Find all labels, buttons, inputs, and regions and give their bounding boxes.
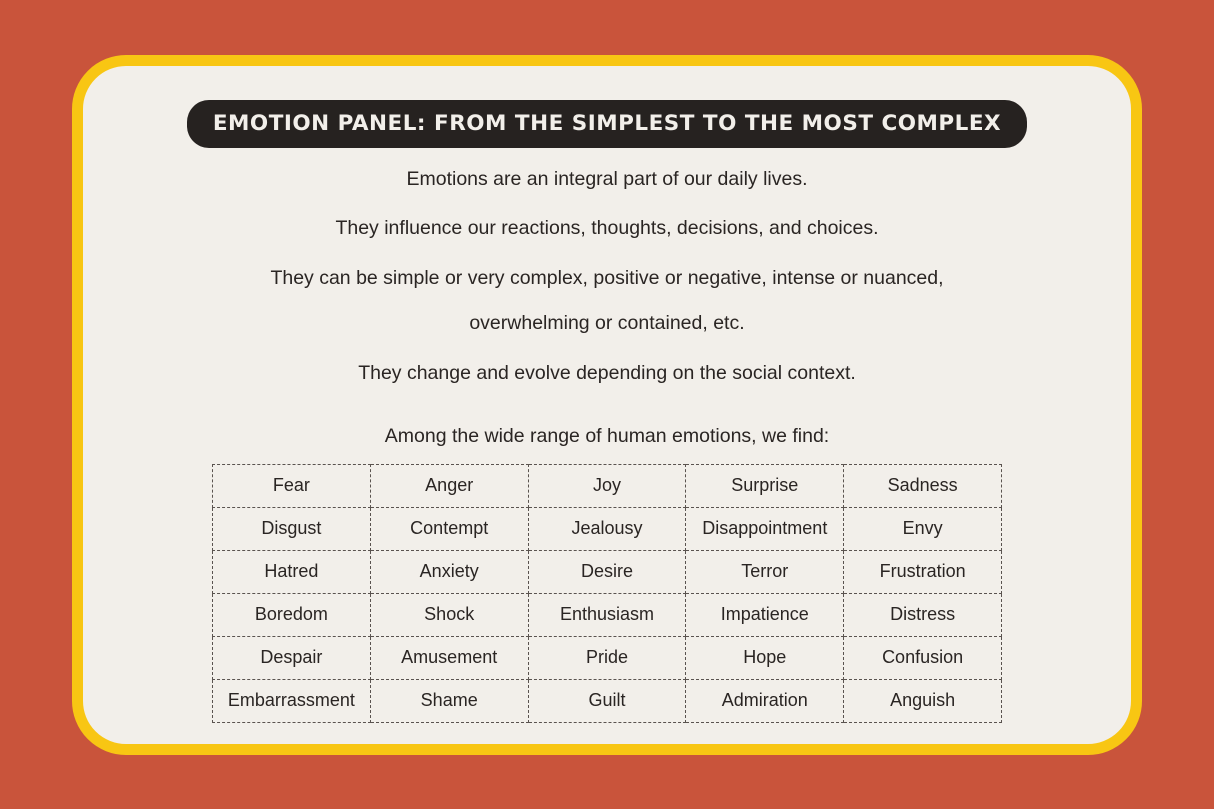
emotion-cell: Hatred bbox=[213, 550, 371, 593]
emotion-cell: Pride bbox=[528, 636, 686, 679]
emotion-cell: Contempt bbox=[370, 507, 528, 550]
emotion-cell: Disgust bbox=[213, 507, 371, 550]
emotion-cell: Enthusiasm bbox=[528, 593, 686, 636]
emotion-cell: Fear bbox=[213, 464, 371, 507]
table-row bbox=[213, 593, 1002, 636]
emotion-cell: Admiration bbox=[686, 679, 844, 722]
paragraph-1: Emotions are an integral part of our daily lives. bbox=[406, 168, 808, 190]
emotion-cell: Jealousy bbox=[528, 507, 686, 550]
emotion-cell: Despair bbox=[213, 636, 371, 679]
table-row bbox=[213, 679, 1002, 722]
emotion-cell: Anxiety bbox=[370, 550, 528, 593]
emotion-cell: Embarrassment bbox=[213, 679, 371, 722]
table-lead-in: Among the wide range of human emotions, we find: bbox=[384, 424, 830, 447]
emotion-cell: Surprise bbox=[686, 464, 844, 507]
emotion-cell: Anguish bbox=[844, 679, 1002, 722]
emotion-cell: Disappointment bbox=[686, 507, 844, 550]
table-row bbox=[213, 507, 1002, 550]
emotion-cell: Boredom bbox=[213, 593, 371, 636]
emotion-cell: Confusion bbox=[844, 636, 1002, 679]
emotion-cell: Anger bbox=[370, 464, 528, 507]
emotion-cell: Distress bbox=[844, 593, 1002, 636]
table-row bbox=[213, 464, 1002, 507]
emotion-cell: Impatience bbox=[686, 593, 844, 636]
page-title: EMOTION PANEL: FROM THE SIMPLEST TO THE MOST COMPLEX bbox=[187, 100, 1027, 148]
poster-content bbox=[83, 66, 1131, 744]
emotion-cell: Guilt bbox=[528, 679, 686, 722]
emotion-cell: Envy bbox=[844, 507, 1002, 550]
emotion-cell: Frustration bbox=[844, 550, 1002, 593]
emotion-cell: Shock bbox=[370, 593, 528, 636]
paragraph-3: They can be simple or very complex, positive or negative, intense or nuanced, bbox=[270, 266, 944, 289]
emotion-cell: Sadness bbox=[844, 464, 1002, 507]
emotion-cell: Hope bbox=[686, 636, 844, 679]
emotion-cell: Desire bbox=[528, 550, 686, 593]
emotion-cell: Terror bbox=[686, 550, 844, 593]
emotions-table bbox=[212, 464, 1002, 723]
emotion-cell: Joy bbox=[528, 464, 686, 507]
poster-card bbox=[72, 55, 1142, 755]
emotion-cell: Shame bbox=[370, 679, 528, 722]
paragraph-5: They change and evolve depending on the social context. bbox=[358, 361, 856, 384]
intro-paragraphs bbox=[145, 168, 1069, 411]
paragraph-2: They influence our reactions, thoughts, decisions, and choices. bbox=[335, 217, 879, 240]
emotion-cell: Amusement bbox=[370, 636, 528, 679]
table-row bbox=[213, 550, 1002, 593]
table-row bbox=[213, 636, 1002, 679]
paragraph-4: overwhelming or contained, etc. bbox=[469, 312, 745, 335]
